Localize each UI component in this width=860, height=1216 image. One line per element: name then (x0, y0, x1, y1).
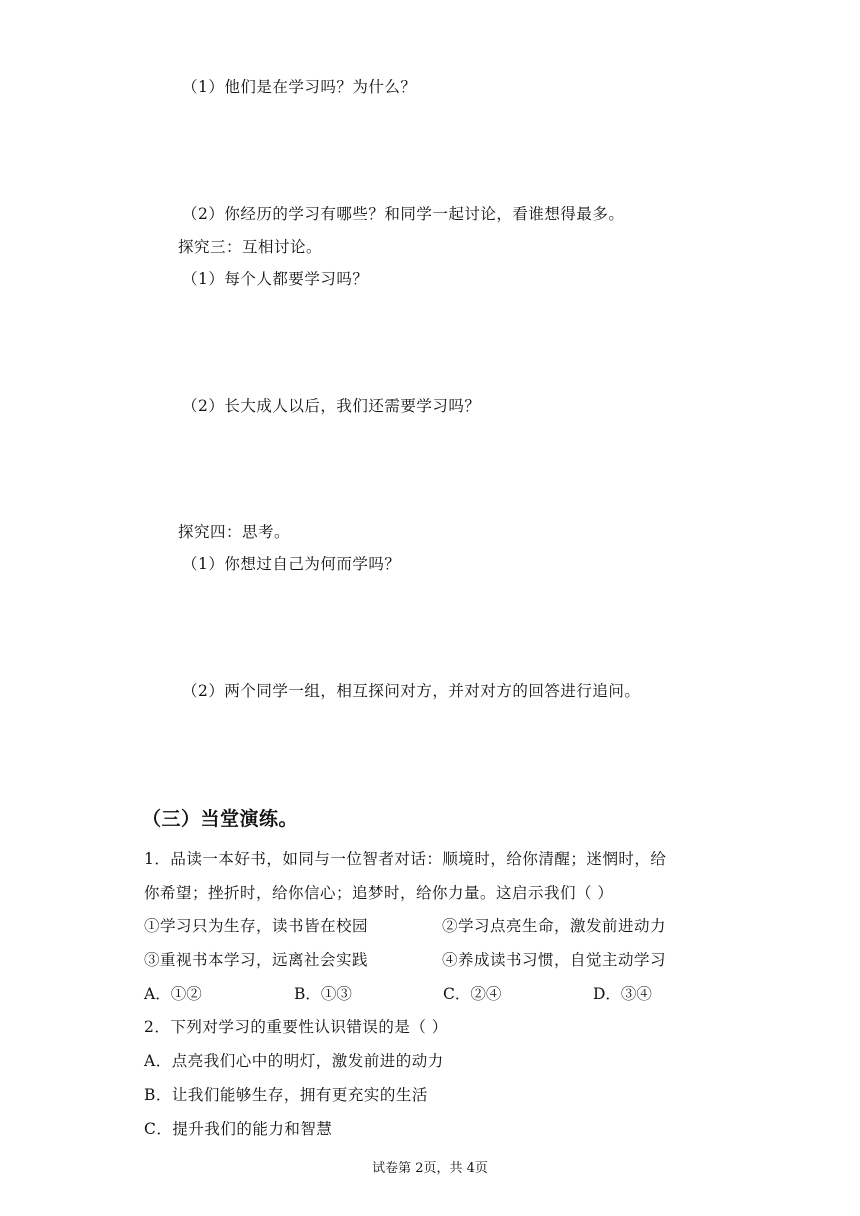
statement-item: ①学习只为生存，读书皆在校园 (144, 917, 369, 935)
question-stem-line: 2．下列对学习的重要性认识错误的是（ ） (144, 1018, 448, 1036)
question-text: （2）长大成人以后，我们还需要学习吗？ (182, 397, 481, 415)
question-text: （1）你想过自己为何而学吗？ (182, 555, 401, 573)
question-stem-line: 1．品读一本好书，如同与一位智者对话：顺境时，给你清醒；迷惘时，给 (144, 850, 667, 868)
question-text: （2）你经历的学习有哪些？和同学一起讨论，看谁想得最多。 (182, 205, 625, 223)
statement-item: ②学习点亮生命，激发前进动力 (442, 917, 667, 935)
answer-option: C．②④ (443, 985, 502, 1003)
question-text: （2）两个同学一组，相互探问对方，并对对方的回答进行追问。 (182, 682, 641, 700)
answer-option: C．提升我们的能力和智慧 (144, 1120, 333, 1138)
statement-item: ③重视书本学习，远离社会实践 (144, 951, 369, 969)
page-footer: 试卷第 2页，共 4页 (372, 1161, 488, 1176)
answer-option: B．①③ (294, 985, 352, 1003)
question-text: （1）每个人都要学习吗？ (182, 270, 369, 288)
question-stem-line: 你希望；挫折时，给你信心；追梦时，给你力量。这启示我们（ ） (144, 884, 614, 902)
section-subtitle: 探究三：互相讨论。 (178, 238, 323, 256)
answer-option: A．①② (144, 985, 202, 1003)
section-subtitle: 探究四：思考。 (178, 523, 291, 541)
answer-option: D．③④ (593, 985, 652, 1003)
statement-item: ④养成读书习惯，自觉主动学习 (442, 951, 667, 969)
answer-option: A．点亮我们心中的明灯，激发前进的动力 (144, 1052, 444, 1070)
section-heading: （三）当堂演练。 (142, 808, 299, 830)
answer-option: B．让我们能够生存，拥有更充实的生活 (144, 1086, 428, 1104)
question-text: （1）他们是在学习吗？为什么？ (182, 78, 417, 96)
